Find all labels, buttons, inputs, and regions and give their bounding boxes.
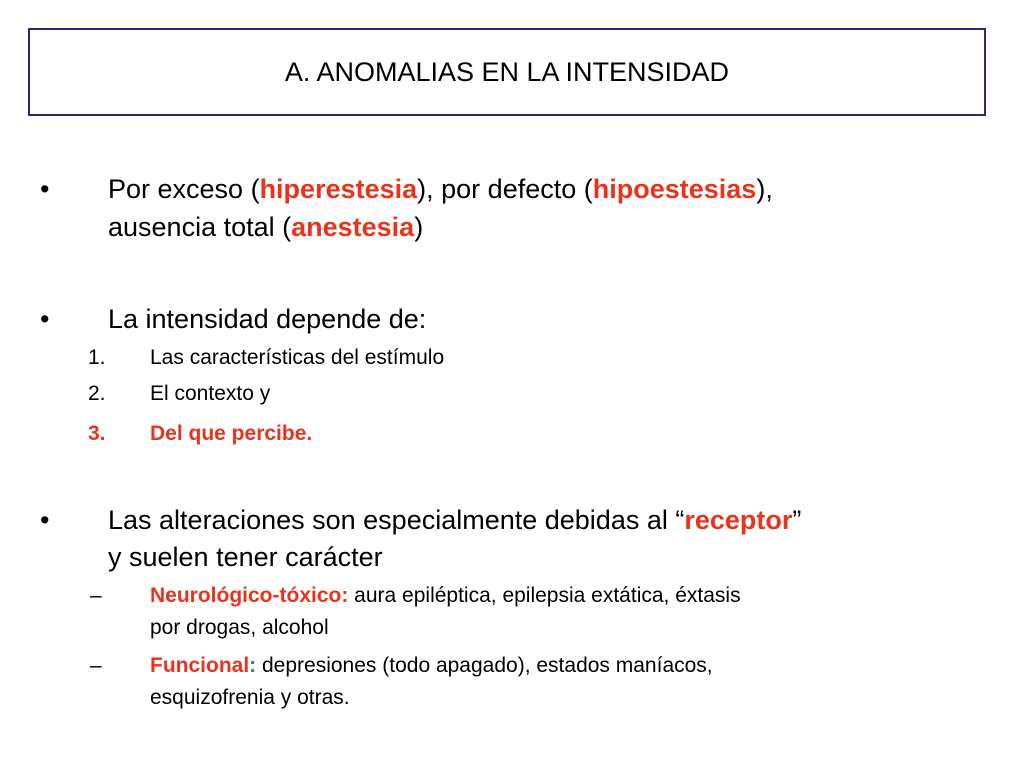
sub-label: Funcional [150,654,250,677]
bullet3-line2: y suelen tener carácter [108,542,383,572]
sub-text: aura epiléptica, epilepsia extática, éxtasis [348,584,741,607]
sub-item-neurologico [150,582,741,609]
bullet1-text: ) [414,212,424,242]
highlight-hiperestesia: hiperestesia [259,174,418,204]
list-number: 2. [88,382,106,405]
highlight-receptor: receptor [684,505,793,535]
list-number: 1. [88,346,106,369]
bullet3-text: Las alteraciones son especialmente debidas al “ [108,505,685,535]
bullet-marker: • [40,304,50,334]
list-item: El contexto y [150,382,271,405]
sub-dash: – [90,654,102,677]
sub-item-continuation: por drogas, alcohol [150,616,329,639]
sub-item-continuation: esquizofrenia y otras. [150,686,350,709]
list-number: 3. [88,422,106,445]
bullet-marker: • [40,174,50,204]
bullet1-text: ausencia total ( [108,212,292,242]
list-item: Del que percibe. [150,422,313,445]
sub-label: Neurológico-tóxico: [150,584,349,607]
highlight-hipoestesias: hipoestesias [592,174,757,204]
bullet2-text: La intensidad depende de: [108,304,427,334]
bullet1-text: ), [756,174,773,204]
sub-colon: : [249,654,257,677]
highlight-anestesia: anestesia [291,212,415,242]
bullet3-line1 [108,503,801,537]
sub-text: depresiones (todo apagado), estados maníacos, [256,654,713,677]
sub-dash: – [90,584,102,607]
bullet1-line2 [108,210,423,244]
bullet1-text: Por exceso ( [108,174,260,204]
sub-item-funcional [150,652,713,679]
bullet-marker: • [40,505,50,535]
bullet3-text: ” [792,505,802,535]
bullet1-text: ), por defecto ( [417,174,593,204]
slide-title: A. ANOMALIAS EN LA INTENSIDAD [284,56,730,87]
list-item: Las características del estímulo [150,346,445,369]
bullet1-line1 [108,172,773,206]
